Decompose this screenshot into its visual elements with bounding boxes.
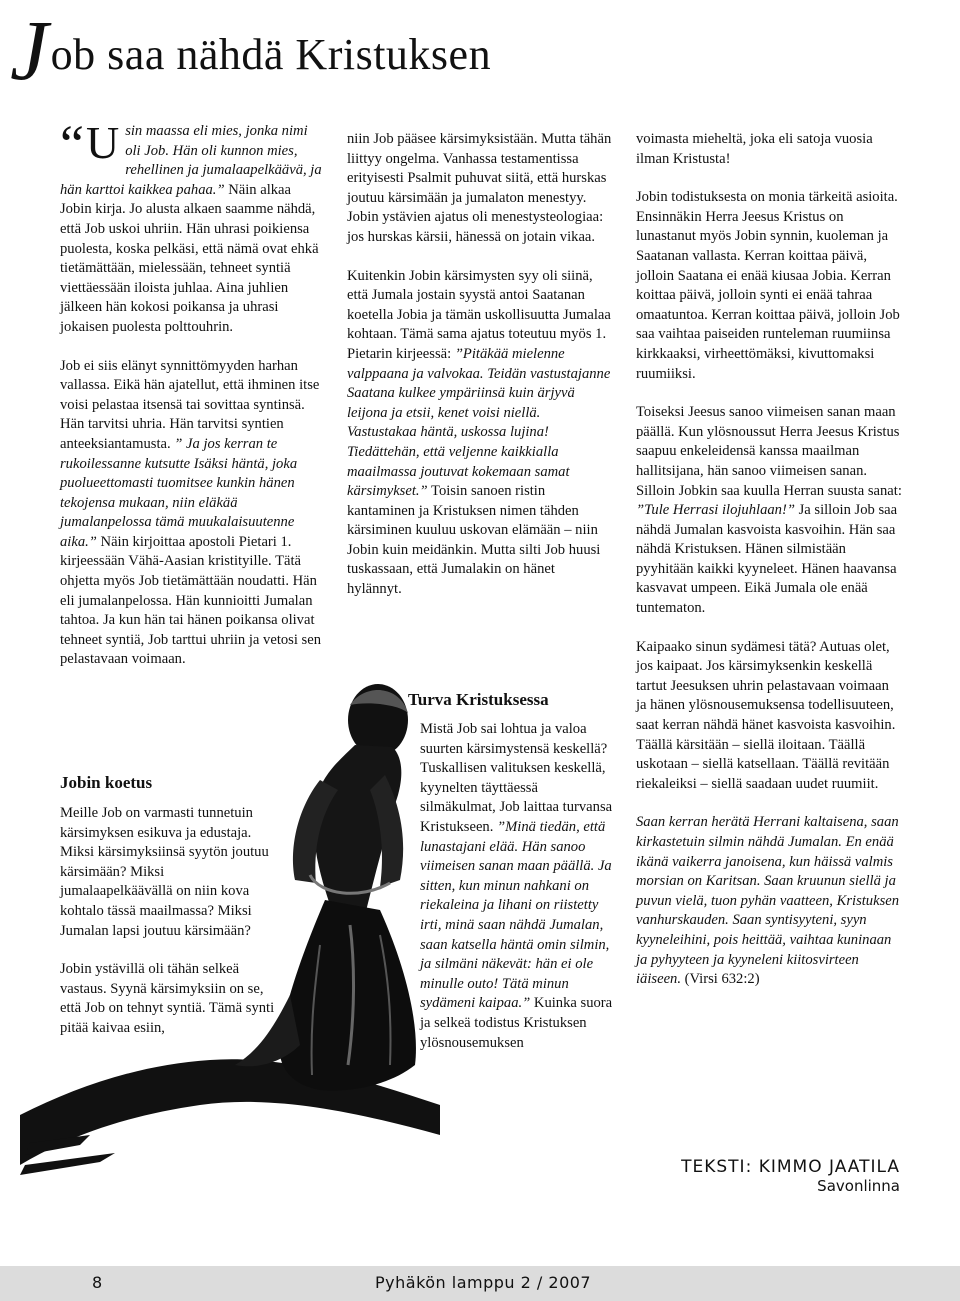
turva-text-end: Kuinka suora ja selkeä todistus Kristuksen ylösnousemuksen (420, 995, 613, 1051)
opening-quote-mark: “ (60, 114, 84, 174)
p2-text-end: Näin kirjoittaa apostoli Pietari 1. kirjeessään Vähä-Aasian kristityille. Tätä ohjetta myös Job tietämättään noudatti. Hän eli jumalanpelossa. Hän kunnioitti Jumalan tahtoa. Ja kun hän tai hänen poikansa olivat tehneet syntiä, Job tarttui uhriin ja vetosi sen pelastavaan voimaan. (60, 533, 322, 668)
heading-turva-kristuksessa: Turva Kristuksessa (408, 690, 549, 709)
col3-paragraph-3 (636, 403, 902, 619)
col2-p2-quote: ”Pitäkää mielenne valppaana ja valvokaa. Teidän vastustajanne Saatana kulkee ympäriinsä kuin ärjyvä leijona ja etsii, kenet voisi niellä. Vastustakaa häntä, uskossa lujina! Tiedättehän, että veljenne kaikkialla maailmassa joutuvat kokemaan samat kärsimykset.” (347, 345, 611, 500)
byline-place: Savonlinna (817, 1177, 900, 1195)
byline-author: TEKSTI: KIMMO JAATILA (681, 1157, 900, 1177)
article-title (10, 0, 492, 98)
col3-p3-end: Ja silloin Job saa nähdä Jumalan kasvoista kasvoihin. Hän saa nähdä Kristuksen. Hänen silmistään pyyhitään kaikki kyyneleet. Hänen haavansa kasvavat umpeen. Eikä Jumala ole enää tuntematon. (636, 502, 898, 617)
p2-text-start: Job ei siis elänyt synnittömyyden harhan vallassa. Eikä hän ajatellut, että ihminen itse voisi pelastaa itsensä tai sovittaa syntinsä. Hän tarvitsi uhria. Hän tarvitsi syntien anteeksiantamusta. (60, 357, 320, 452)
col3-paragraph-4: Kaipaako sinun sydämesi tätä? Autuas olet, jos kaipaat. Jos kärsimyksenkin keskellä tartut Jeesuksen uhrin pelastavaan voimaan ja hänen ylösnousemuksensa todellisuuteen, saat kerran nähdä hänet kasvoista kasvoihin. Täällä kärsitään – siellä iloitaan. Täällä uskotaan – siellä katsellaan. Täällä revitään riekaleiksi – siellä saadaan uudet ruumiit. (636, 638, 896, 792)
koetus-paragraph-2: Jobin ystävillä oli tähän selkeä vastaus. Syynä kärsimyksiin on se, että Job on tehnyt syntiä. Tämä synti pitää kaivaa esiin, (60, 961, 275, 1036)
col3-p3-start: Toiseksi Jeesus sanoo viimeisen sanan maan päällä. Kun ylösnoussut Herra Jeesus Kristus saapuu enkeleidensä kanssa maailman hallitsijana, hän sanoo viimeisen sanan. Silloin Jobkin saa kuulla Herran suusta sanat: (636, 404, 902, 499)
turva-quote: ”Minä tiedän, että lunastajani elää. Hän sanoo viimeisen sanan maan päällä. Ja sitten, kun minun nahkani on riekaleina ja lihani on riistetty irti, minä saan nähdä Jumalan, saan katsella häntä omin silmin, ja silmäni näkevät: hän ei ole minulle outo! Tätä minun sydämeni kaipaa.” (420, 818, 612, 1012)
title-initial: J (10, 2, 49, 98)
col3-p3-quote: ”Tule Herrasi ilojuhlaan!” (636, 502, 795, 519)
col3-paragraph-2: Jobin todistuksesta on monia tärkeitä asioita. Ensinnäkin Herra Jeesus Kristus on lunastanut myös Jobin synnin, kuoleman ja Saatanan vallasta. Kerran koittaa päivä, jolloin Saatana ei enää kiusaa Jobia. Kerran koittaa päivä, jolloin synti ei enää tahraa omaatuntoa. Kerran koittaa päivä, jolloin Job saa vaihtaa paiseiden runteleman ruumiinsa kirkkaaksi, virheettömäksi, kivuttomaksi ruumiiksi. (636, 189, 900, 382)
col3-paragraph-1: voimasta mieheltä, joka eli satoja vuosia ilman Kristusta! (636, 131, 873, 167)
col2-p2-end: Toisin sanoen ristin kantaminen ja Kristuksen nimen tähden kärsiminen kuuluu uskovan elämään – niin Jobin kuin meidänkin. Mutta silti Job huusi tuskassaan, että Jumalakin on hänet hylännyt. (347, 483, 601, 598)
col2-paragraph-2 (347, 267, 613, 600)
heading-jobin-koetus: Jobin koetus (60, 773, 153, 792)
hymn-verse (636, 813, 902, 989)
turva-section (420, 720, 616, 1053)
paragraph-2 (60, 357, 322, 671)
intro-quote: sin maassa eli mies, jonka nimi oli Job. Hän oli kunnon mies, rehellinen ja jumalaapelkäävä, ja hän karttoi kaikkea pahaa.” (60, 123, 322, 198)
hymn-text: Saan kerran herätä Herrani kaltaisena, saan kirkastetuin silmin nähdä Jumalan. En enää ikänä vaikerra janoisena, kun häissä valmis morsian on Karitsan. Saan kruunun siellä ja puvun vielä, tuon pyhän vaatteen, Kristuksen vanhurskauden. Saan syntisyyteni, syyn kyyneleihini, pois heittää, vaihtaa kuninaan ja pyhyyteen ja kyyneleni kiitosvirteen iäiseen. (636, 814, 900, 988)
intro-text: Näin alkaa Jobin kirja. Jo alusta alkaen saamme nähdä, että Job uskoi uhriin. Hän uhrasi poikiensa puolesta, koska pelkäsi, että nämä ovat ehkä tietämättään, mielessään, tehneet syntiä viettäessään iloista juhlaa. Aina juhlien jälkeen hän kokosi poikansa ja uhrasi jokaisen puolesta polttouhrin. (60, 181, 319, 335)
col2-paragraph-1: niin Job pääsee kärsimyksistään. Mutta tähän liittyy ongelma. Vanhassa testamentissa erityisesti Psalmit puhuvat siitä, että hurskas joutuu kärsimään ja jumalaton menestyy. Jobin ystävien ajatus oli menestysteologiaa: jos hurskas kärsii, hänessä on jotain vikaa. (347, 131, 612, 245)
turva-text-start: Mistä Job sai lohtua ja valoa suurten kärsimystensä keskellä? Tuskallisen valituksen keskellä, kyynelten täyttäessä silmäkulmat, Job laittaa turvansa Kristukseen. (420, 721, 613, 835)
page-number: 8 (92, 1273, 103, 1292)
intro-paragraph (60, 114, 322, 338)
col2-p2-start: Kuitenkin Jobin kärsimysten syy oli siinä, että Jumala jostain syystä antoi Saatanan koetella Jobia ja tämän uskollisuutta Jumalaa kohtaan. Tämä sama ajatus toteutuu myös 1. Pietarin kirjeessä: (347, 267, 611, 362)
drop-cap: U (85, 117, 120, 168)
column-3 (636, 130, 902, 1009)
koetus-section (60, 804, 280, 1058)
koetus-paragraph-1: Meille Job on varmasti tunnetuin kärsimyksen esikuva ja edustaja. Miksi kärsimyksiinsä syytön joutuu kärsimään? Miksi jumalaapelkäävällä on niin kova kohtalo tässä maailmassa? Miksi Jumalan lapsi joutuu kärsimään? (60, 805, 269, 939)
publication-name: Pyhäkön lamppu 2 / 2007 (375, 1273, 592, 1292)
byline (681, 1157, 900, 1195)
p2-quote: ” Ja jos kerran te rukoilessanne kutsutte Isäksi häntä, joka puolueettomasti tuomitsee kunkin hänen tekojensa mukaan, niin eläkää jumalanpelossa tämä muukalaisuutenne aika.” (60, 435, 298, 550)
column-1 (60, 114, 322, 689)
hymn-reference: (Virsi 632:2) (681, 971, 760, 988)
title-rest: ob saa nähdä Kristuksen (50, 30, 492, 79)
column-2 (347, 130, 613, 619)
